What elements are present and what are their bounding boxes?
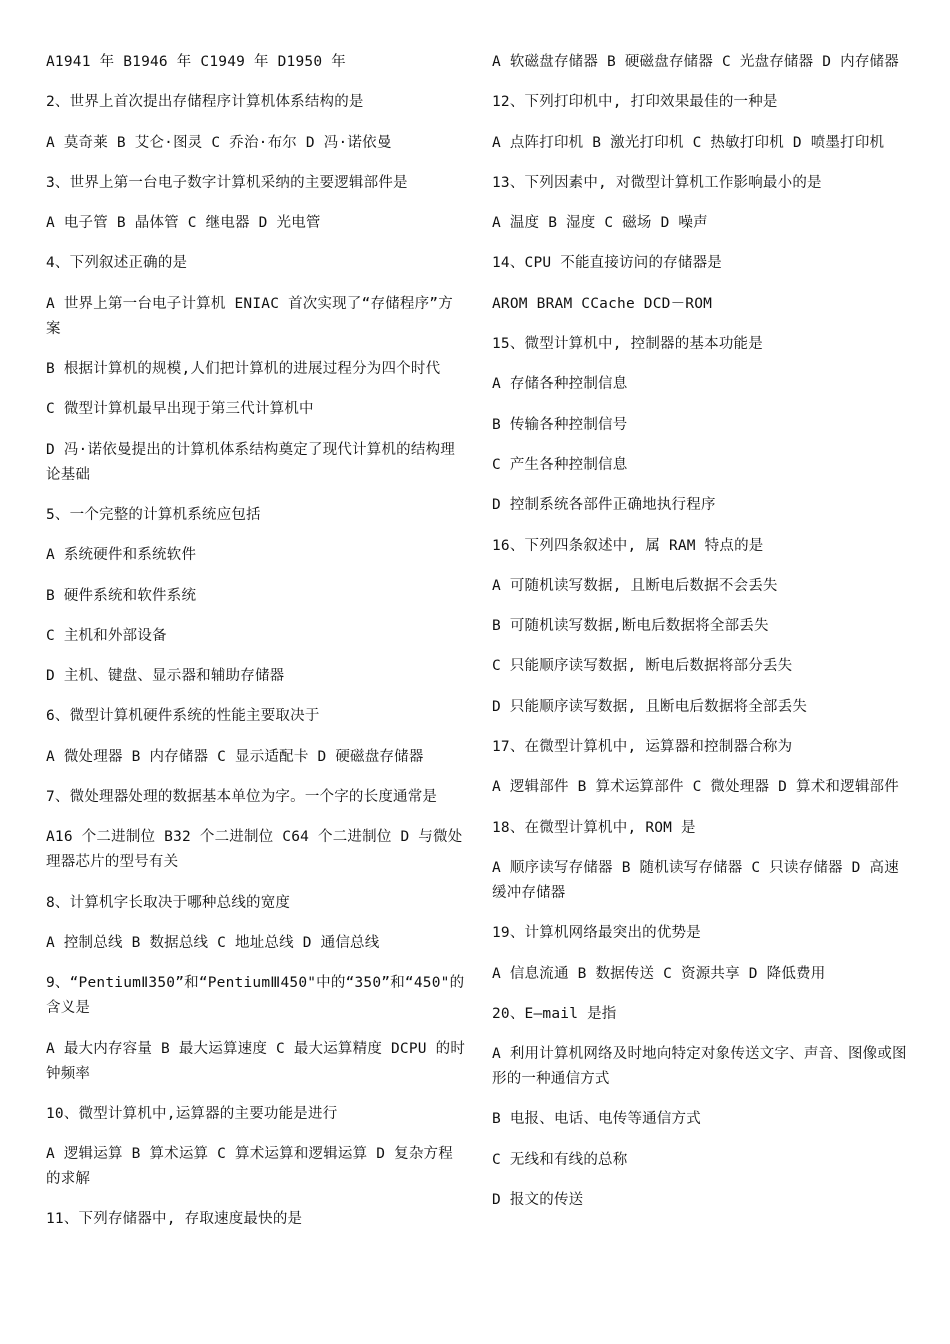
q4-option-b: B 根据计算机的规模,人们把计算机的进展过程分为四个时代 [46,361,441,378]
q5-option-b: B 硬件系统和软件系统 [46,587,197,604]
q3-options: A 电子管 B 晶体管 C 继电器 D 光电管 [46,215,321,232]
q16-option-b: B 可随机读写数据,断电后数据将全部丢失 [492,618,769,635]
q4-option-a: A 世界上第一台电子计算机 ENIAC 首次实现了“存储程序”方案 [46,295,453,337]
q17-options: A 逻辑部件 B 算术运算部件 C 微处理器 D 算术和逻辑部件 [492,779,899,796]
q14-question: 14、CPU 不能直接访问的存储器是 [492,255,722,272]
q7-question: 7、微处理器处理的数据基本单位为字。一个字的长度通常是 [46,789,438,806]
q12-options: A 点阵打印机 B 激光打印机 C 热敏打印机 D 喷墨打印机 [492,134,885,151]
q19-question: 19、计算机网络最突出的优势是 [492,925,701,942]
q18-options: A 顺序读写存储器 B 随机读写存储器 C 只读存储器 D 高速缓冲存储器 [492,859,899,901]
q5-question: 5、一个完整的计算机系统应包括 [46,506,261,523]
q15-option-b: B 传输各种控制信号 [492,416,628,433]
q10-options: A 逻辑运算 B 算术运算 C 算术运算和逻辑运算 D 复杂方程的求解 [46,1146,453,1188]
q5-option-c: C 主机和外部设备 [46,627,167,644]
q18-question: 18、在微型计算机中, ROM 是 [492,819,696,836]
q1-options: A1941 年 B1946 年 C1949 年 D1950 年 [46,54,346,70]
q16-option-c: C 只能顺序读写数据, 断电后数据将部分丢失 [492,658,793,675]
left-column [46,50,466,1248]
q16-option-d: D 只能顺序读写数据, 且断电后数据将全部丢失 [492,698,808,715]
q16-option-a: A 可随机读写数据, 且断电后数据不会丢失 [492,577,778,594]
q3-question: 3、世界上第一台电子数字计算机采纳的主要逻辑部件是 [46,174,408,191]
q8-options: A 控制总线 B 数据总线 C 地址总线 D 通信总线 [46,934,380,951]
q7-options: A16 个二进制位 B32 个二进制位 C64 个二进制位 D 与微处理器芯片的型号有关 [46,829,463,871]
q15-option-c: C 产生各种控制信息 [492,456,628,473]
q11-options: A 软磁盘存储器 B 硬磁盘存储器 C 光盘存储器 D 内存储器 [492,54,899,70]
q15-question: 15、微型计算机中, 控制器的基本功能是 [492,336,763,353]
q16-question: 16、下列四条叙述中, 属 RAM 特点的是 [492,537,764,554]
q14-options: AROM BRAM CCache DCD－ROM [492,295,713,312]
q4-question: 4、下列叙述正确的是 [46,255,188,272]
q10-question: 10、微型计算机中,运算器的主要功能是进行 [46,1105,338,1122]
q2-options: A 莫奇莱 B 艾仑·图灵 C 乔治·布尔 D 冯·诺依曼 [46,134,392,151]
q13-question: 13、下列因素中, 对微型计算机工作影响最小的是 [492,174,822,191]
q9-options: A 最大内存容量 B 最大运算速度 C 最大运算精度 DCPU 的时钟频率 [46,1040,466,1082]
q5-option-d: D 主机、键盘、显示器和辅助存储器 [46,668,285,685]
right-column [492,50,910,1228]
q20-option-c: C 无线和有线的总称 [492,1151,628,1168]
q20-option-d: D 报文的传送 [492,1192,584,1209]
q20-question: 20、E—mail 是指 [492,1005,617,1022]
q8-question: 8、计算机字长取决于哪种总线的宽度 [46,894,291,911]
q2-question: 2、世界上首次提出存储程序计算机体系结构的是 [46,94,364,111]
q12-question: 12、下列打印机中, 打印效果最佳的一种是 [492,94,778,111]
q15-option-a: A 存储各种控制信息 [492,376,628,393]
q9-question: 9、“PentiumⅡ350”和“PentiumⅢ450"中的“350”和“450"的含义是 [46,975,465,1017]
q20-option-b: B 电报、电话、电传等通信方式 [492,1111,701,1128]
q19-options: A 信息流通 B 数据传送 C 资源共享 D 降低费用 [492,965,826,982]
q13-options: A 温度 B 湿度 C 磁场 D 噪声 [492,215,708,232]
q5-option-a: A 系统硬件和系统软件 [46,547,197,564]
q4-option-d: D 冯·诺依曼提出的计算机体系结构奠定了现代计算机的结构理论基础 [46,441,455,483]
q17-question: 17、在微型计算机中, 运算器和控制器合称为 [492,739,793,756]
q20-option-a: A 利用计算机网络及时地向特定对象传送文字、声音、图像或图形的一种通信方式 [492,1046,907,1088]
q11-question: 11、下列存储器中, 存取速度最快的是 [46,1211,303,1228]
q4-option-c: C 微型计算机最早出现于第三代计算机中 [46,401,314,418]
q6-options: A 微处理器 B 内存储器 C 显示适配卡 D 硬磁盘存储器 [46,748,424,765]
q15-option-d: D 控制系统各部件正确地执行程序 [492,497,716,514]
q6-question: 6、微型计算机硬件系统的性能主要取决于 [46,708,320,725]
